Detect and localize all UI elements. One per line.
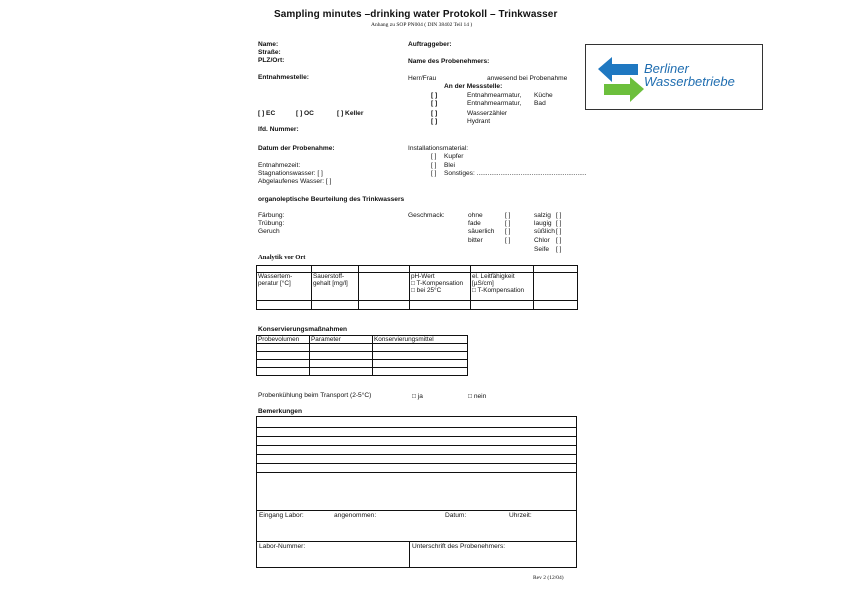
checkbox-kupfer[interactable]: [ ]: [431, 153, 437, 160]
table-cell[interactable]: [310, 360, 373, 368]
label-datum: Datum:: [445, 512, 467, 519]
checkbox-chlor[interactable]: [ ]: [556, 237, 562, 244]
label-truebung: Trübung:: [258, 220, 285, 227]
checkbox-keller[interactable]: [ ] Keller: [337, 110, 364, 117]
section-heading-bemerkungen: Bemerkungen: [258, 408, 302, 415]
label-lfd-nummer: lfd. Nummer:: [258, 126, 299, 133]
analytik-cell-temperatur[interactable]: [257, 273, 312, 301]
checkbox-saeuerlich[interactable]: [ ]: [505, 228, 511, 235]
analytik-header-leitfaehigkeit-2: [µS/cm]: [472, 280, 494, 287]
label-ohne: ohne: [468, 212, 483, 219]
label-hydrant: Hydrant: [467, 118, 491, 125]
label-name: Name:: [258, 41, 279, 48]
revision-label: Rev 2 (12/04): [533, 575, 564, 581]
label-entnahmezeit: Entnahmezeit:: [258, 162, 301, 169]
page-subtitle: Anhang zu SOP PN004 ( DIN 38402 Teil 14 ): [371, 22, 473, 28]
label-salzig: salzig: [534, 212, 551, 219]
analytik-header-sauerstoff-2: gehalt [mg/l]: [313, 280, 348, 287]
label-installationsmaterial: Installationsmaterial:: [408, 145, 469, 152]
analytik-header-temperatur-2: peratur [°C]: [258, 280, 291, 287]
label-probenkuehlung: Probenkühlung beim Transport (2-5°C): [258, 392, 372, 399]
checkbox-salzig[interactable]: [ ]: [556, 212, 562, 219]
checkbox-wasserzaehler[interactable]: [ ]: [431, 110, 438, 117]
label-laugig: laugig: [534, 220, 552, 227]
label-bitter: bitter: [468, 237, 483, 244]
label-armatur-bad: Entnahmearmatur,: [467, 100, 522, 107]
konservierung-header-parameter: Parameter: [310, 336, 373, 344]
label-eingang-labor: Eingang Labor:: [259, 512, 304, 519]
table-cell[interactable]: [310, 352, 373, 360]
label-suesslich: süßlich: [534, 228, 555, 235]
label-geruch: Geruch: [258, 228, 280, 235]
label-unterschrift: Unterschrift des Probenehmers:: [412, 543, 506, 550]
label-wasserzaehler: Wasserzähler: [467, 110, 508, 117]
label-auftraggeber: Auftraggeber:: [408, 41, 452, 48]
label-chlor: Chlor: [534, 237, 550, 244]
table-cell[interactable]: [373, 352, 468, 360]
checkbox-ohne[interactable]: [ ]: [505, 212, 511, 219]
checkbox-oc[interactable]: [ ] OC: [296, 110, 314, 117]
page-title: Sampling minutes –drinking water Protokoll – Trinkwasser: [274, 9, 558, 20]
logo-text-line2: Wasserbetriebe: [644, 74, 735, 89]
label-probenehmer: Name des Probenehmers:: [408, 58, 490, 65]
checkbox-ec[interactable]: [ ] EC: [258, 110, 276, 117]
checkbox-suesslich[interactable]: [ ]: [556, 228, 562, 235]
table-cell[interactable]: [257, 344, 310, 352]
analytik-cell-extra[interactable]: [534, 273, 578, 301]
checkbox-seife[interactable]: [ ]: [556, 246, 562, 253]
konservierung-table: [256, 335, 468, 376]
analytik-table: [256, 265, 578, 310]
checkbox-ph-t-kompensation[interactable]: □ T-Kompensation: [411, 280, 464, 287]
analytik-header-sauerstoff-1: Sauerstoff-: [313, 273, 345, 280]
table-cell[interactable]: [373, 344, 468, 352]
logo-arrows-icon: [596, 53, 646, 103]
label-strasse: Straße:: [258, 49, 281, 56]
label-geschmack: Geschmack:: [408, 212, 445, 219]
analytik-header-leitfaehigkeit-1: el. Leitfähigkeit: [472, 273, 515, 280]
label-saeuerlich: säuerlich: [468, 228, 495, 235]
checkbox-kuehlung-ja[interactable]: □ ja: [412, 393, 423, 400]
label-fade: fade: [468, 220, 481, 227]
checkbox-fade[interactable]: [ ]: [505, 220, 511, 227]
label-datum-probenahme: Datum der Probenahme:: [258, 145, 335, 152]
section-heading-analytik: Analytik vor Ort: [258, 254, 306, 261]
konservierung-header-volumen: Probevolumen: [257, 336, 310, 344]
table-cell[interactable]: [257, 352, 310, 360]
checkbox-lf-t-kompensation[interactable]: □ T-Kompensation: [472, 287, 525, 294]
konservierung-header-mittel: Konservierungsmittel: [373, 336, 468, 344]
checkbox-abgelaufenes-wasser[interactable]: Abgelaufenes Wasser: [ ]: [258, 178, 332, 185]
analytik-cell-leitfaehigkeit[interactable]: [471, 273, 534, 301]
label-anwesend: anwesend bei Probenahme: [487, 75, 568, 82]
label-entnahmestelle: Entnahmestelle:: [258, 74, 309, 81]
label-kupfer: Kupfer: [444, 153, 464, 160]
label-labor-nummer: Labor-Nummer:: [259, 543, 306, 550]
checkbox-ph-25c[interactable]: □ bei 25°C: [411, 287, 442, 294]
checkbox-laugig[interactable]: [ ]: [556, 220, 562, 227]
analytik-header-ph: pH-Wert: [411, 273, 435, 280]
table-cell[interactable]: [257, 360, 310, 368]
bemerkungen-box[interactable]: [256, 416, 577, 568]
label-sonstiges: Sonstiges: ............................................................: [444, 170, 587, 177]
table-cell[interactable]: [373, 360, 468, 368]
checkbox-bad[interactable]: [ ]: [431, 100, 438, 107]
label-angenommen: angenommen:: [334, 512, 377, 519]
label-armatur-kueche: Entnahmearmatur,: [467, 92, 522, 99]
table-cell[interactable]: [257, 368, 310, 376]
section-heading-organoleptisch: organoleptische Beurteilung des Trinkwassers: [258, 196, 405, 203]
checkbox-stagnationswasser[interactable]: Stagnationswasser: [ ]: [258, 170, 323, 177]
label-bad: Bad: [534, 100, 546, 107]
checkbox-blei[interactable]: [ ]: [431, 162, 437, 169]
table-cell[interactable]: [310, 368, 373, 376]
analytik-cell-ph[interactable]: [410, 273, 471, 301]
label-herr-frau: Herr/Frau: [408, 75, 437, 82]
table-cell[interactable]: [310, 344, 373, 352]
label-plz: PLZ/Ort:: [258, 57, 285, 64]
checkbox-hydrant[interactable]: [ ]: [431, 118, 438, 125]
checkbox-kueche[interactable]: [ ]: [431, 92, 438, 99]
checkbox-bitter[interactable]: [ ]: [505, 237, 511, 244]
label-blei: Blei: [444, 162, 455, 169]
table-cell[interactable]: [373, 368, 468, 376]
label-kueche: Küche: [534, 92, 553, 99]
berliner-wasserbetriebe-logo: [585, 44, 763, 110]
label-uhrzeit: Uhrzeit:: [509, 512, 532, 519]
checkbox-sonstiges[interactable]: [ ]: [431, 170, 437, 177]
checkbox-kuehlung-nein[interactable]: □ nein: [468, 393, 487, 400]
logo-text-line1: Berliner: [644, 61, 689, 76]
label-messstelle: An der Messstelle:: [444, 83, 503, 90]
analytik-cell-sauerstoff[interactable]: [312, 273, 359, 301]
analytik-header-temperatur-1: Wassertem-: [258, 273, 293, 280]
label-faerbung: Färbung:: [258, 212, 285, 219]
label-seife: Seife: [534, 246, 550, 253]
section-heading-konservierung: Konservierungsmaßnahmen: [258, 326, 348, 333]
analytik-cell-empty[interactable]: [359, 273, 410, 301]
